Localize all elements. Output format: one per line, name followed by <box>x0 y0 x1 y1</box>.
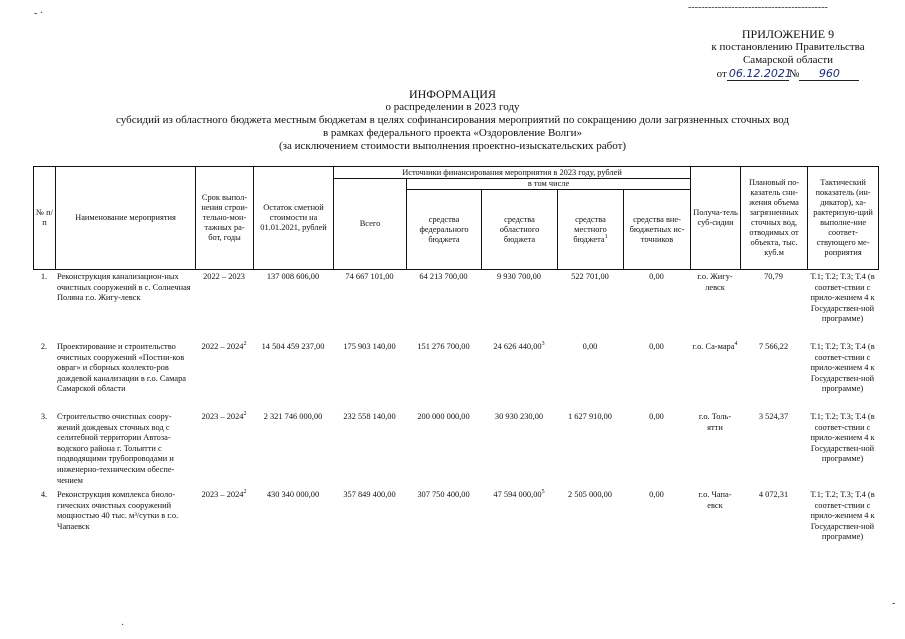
date-prefix: от <box>716 68 727 80</box>
scan-mark: · <box>121 620 125 631</box>
title-line-5: (за исключением стоимости выполнения проектно-изыскательских работ) <box>278 140 627 152</box>
row-federal: 151 276 700,00 <box>417 342 470 351</box>
row-regional: 30 930 230,00 <box>494 412 544 421</box>
header-sources: Источники финансирования мероприятия в 2023 году, рублей <box>334 167 691 179</box>
row-name: Строительство очистных соору-жений дождевых сточных вод с селитебной территории Автоза-водского района г. Тольятти с подводящими трубопроводами и инженерно-техническим обеспе-чением <box>57 412 175 485</box>
row-federal: 64 213 700,00 <box>419 272 468 281</box>
number-prefix: № <box>788 68 800 80</box>
row-local: 0,00 <box>582 342 598 351</box>
row-name: Реконструкция комплекса биоло-гических очистных сооружений мощностью 40 тыс. м³/сутки в г.о. Чапаевск <box>57 490 179 531</box>
appendix-title: ПРИЛОЖЕНИЕ 9 <box>741 27 835 41</box>
table-header <box>33 166 879 270</box>
header-extra: средства вне-бюджетных ис-точников <box>624 190 691 270</box>
table-row <box>33 411 878 489</box>
row-federal: 307 750 400,00 <box>417 490 470 499</box>
title-line-2: о распределении в 2023 году <box>385 101 520 113</box>
data-table <box>33 271 878 569</box>
date-value: 06.12.2021 <box>728 67 792 80</box>
row-total: 357 849 400,00 <box>343 490 396 499</box>
row-local: 522 701,00 <box>571 272 609 281</box>
appendix-header <box>693 28 883 81</box>
row-name: Реконструкция канализацион-ных очистных сооружений в с. Солнечная Поляна г.о. Жигу-левск <box>57 272 191 303</box>
row-remaining: 137 008 606,00 <box>266 272 320 281</box>
header-num: № п/п <box>34 167 56 270</box>
row-total: 232 558 140,00 <box>343 412 396 421</box>
row-period: 2022 – 2024$^2$ <box>201 341 247 351</box>
header-local: средства местного бюджета$^1$ <box>558 190 624 270</box>
row-regional: 24 626 440,00$^3$ <box>493 341 545 351</box>
header-plan: Плановый по-казатель сни-жения объема загрязненных сточных вод, отводимых от объекта, тыс. куб.м <box>741 167 808 270</box>
table-row <box>33 341 878 411</box>
row-remaining: 2 321 746 000,00 <box>263 412 323 421</box>
row-name: Проектирование и строительство очистных сооружений «Постни-ков овраг» и сборных коллекто-ров дождевой канализации в г.о. Самара Самарской области <box>57 342 186 394</box>
header-tactical: Тактический показатель (ин-дикатор), ха-рактеризую-щий выполне-ние соответ-ствующего ме-роприятия <box>808 167 879 270</box>
table-row <box>33 271 878 341</box>
row-total: 74 667 101,00 <box>345 272 394 281</box>
row-local: 1 627 910,00 <box>568 412 612 421</box>
row-num: 1. <box>40 272 48 281</box>
row-regional: 9 930 700,00 <box>497 272 541 281</box>
scan-mark: ‐‐‐‐‐‐‐‐‐‐‐‐‐‐‐‐‐‐‐‐‐‐‐‐‐‐‐‐‐‐‐‐‐‐‐‐‐‐‐‐‐‐ <box>688 2 828 13</box>
document-title <box>0 88 905 153</box>
header-period: Срок выпол-нения строи-тельно-мон-тажных ра-бот, годы <box>196 167 254 270</box>
row-extra: 0,00 <box>649 490 664 499</box>
row-tactical: Т.1; Т.2; Т.3; Т.4 (в соответ-ствии с прило-жением 4 к Государствен-ной программе) <box>810 272 875 324</box>
row-regional: 47 594 000,00$^5$ <box>493 489 545 499</box>
scan-mark: ‐ · <box>34 8 44 19</box>
header-total: Всего <box>334 179 407 270</box>
row-num: 4. <box>40 490 48 499</box>
row-period: 2022 – 2023 <box>203 272 245 281</box>
scan-mark: - <box>892 598 896 609</box>
row-tactical: Т.1; Т.2; Т.3; Т.4 (в соответ-ствии с прило-жением 4 к Государствен-ной программе) <box>810 412 875 464</box>
row-tactical: Т.1; Т.2; Т.3; Т.4 (в соответ-ствии с прило-жением 4 к Государствен-ной программе) <box>810 342 875 394</box>
resolution-line: к постановлению Правительства <box>711 41 865 53</box>
row-recipient: г.о. Са-мара$^4$ <box>692 341 738 351</box>
header-recipient: Получа-тель суб-сидии <box>691 167 741 270</box>
row-recipient: г.о. Толь-ятти <box>698 412 732 432</box>
row-extra: 0,00 <box>649 342 664 351</box>
row-total: 175 903 140,00 <box>343 342 396 351</box>
row-extra: 0,00 <box>649 412 664 421</box>
row-plan: 3 524,37 <box>758 412 789 421</box>
row-recipient: г.о. Жигу-левск <box>697 272 733 292</box>
row-tactical: Т.1; Т.2; Т.3; Т.4 (в соответ-ствии с прило-жением 4 к Государствен-ной программе) <box>810 490 875 542</box>
row-plan: 4 072,31 <box>758 490 789 499</box>
title-line-1: ИНФОРМАЦИЯ <box>409 87 496 101</box>
date-number-line <box>693 67 883 81</box>
row-recipient: г.о. Чапа-евск <box>698 490 732 510</box>
title-line-4: в рамках федерального проекта «Оздоровление Волги» <box>322 127 583 139</box>
header-federal: средства федерального бюджета <box>407 190 482 270</box>
row-federal: 200 000 000,00 <box>417 412 470 421</box>
number-value: 960 <box>799 67 859 81</box>
row-num: 3. <box>40 412 48 421</box>
title-line-3: субсидий из областного бюджета местным бюджетам в целях софинансирования мероприятий по сокращению доли загрязненных сточных вод <box>116 114 789 126</box>
region-line: Самарской области <box>742 54 834 66</box>
header-name: Наименование мероприятия <box>56 167 196 270</box>
row-plan: 70,79 <box>764 272 783 281</box>
row-num: 2. <box>40 342 48 351</box>
row-remaining: 14 504 459 237,00 <box>261 342 325 351</box>
row-remaining: 430 340 000,00 <box>266 490 320 499</box>
header-remaining: Остаток сметной стоимости на 01.01.2021, рублей <box>254 167 334 270</box>
row-plan: 7 566,22 <box>758 342 789 351</box>
header-regional: средства областного бюджета <box>482 190 558 270</box>
row-extra: 0,00 <box>649 272 664 281</box>
table-row <box>33 489 878 569</box>
row-local: 2 505 000,00 <box>568 490 612 499</box>
header-including: в том числе <box>407 179 691 190</box>
row-period: 2023 – 2024$^2$ <box>201 411 247 421</box>
row-period: 2023 – 2024$^2$ <box>201 489 247 499</box>
